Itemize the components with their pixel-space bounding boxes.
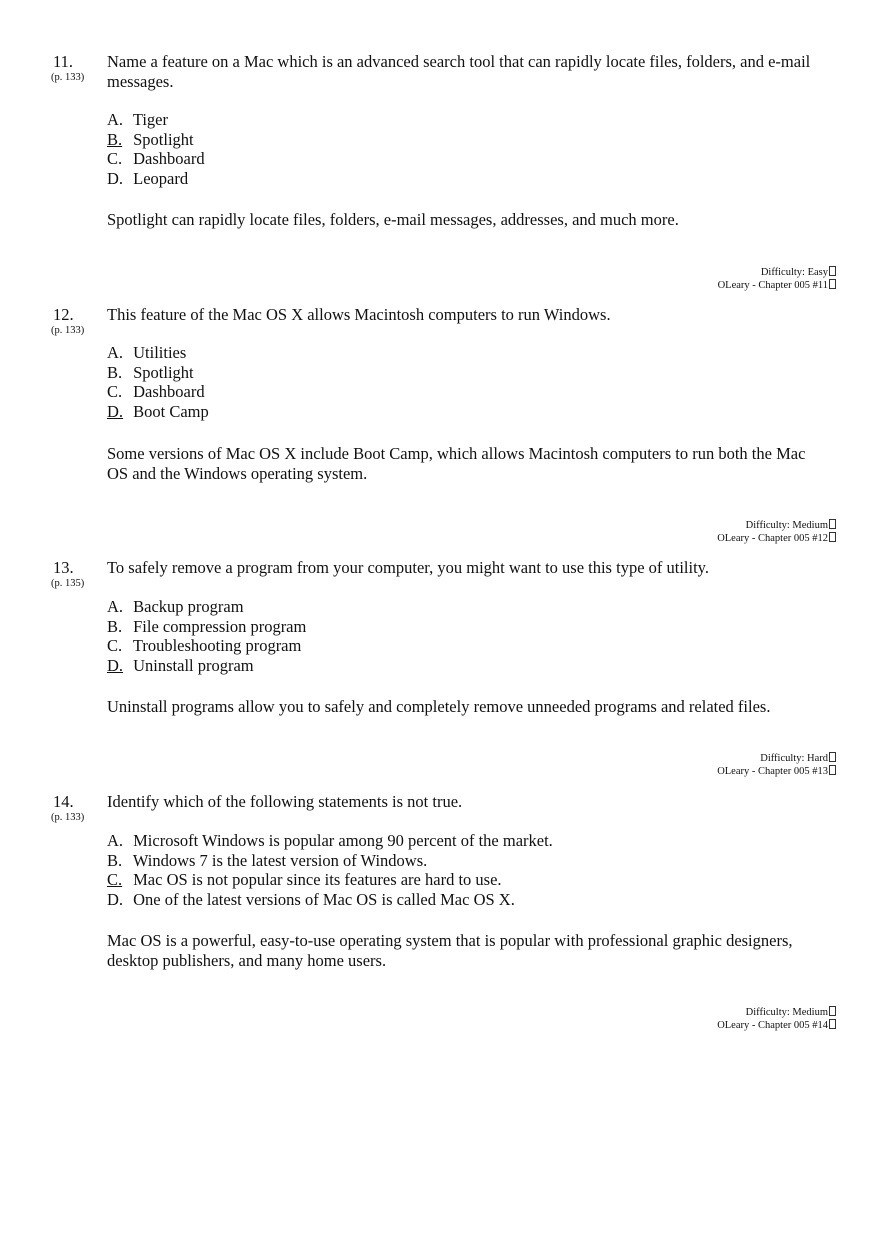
- option-letter: A.: [107, 110, 124, 129]
- question-stem: Name a feature on a Mac which is an advanced search tool that can rapidly locate files, folders, and e-mail messages.: [107, 52, 811, 91]
- question-stem: This feature of the Mac OS X allows Macintosh computers to run Windows.: [107, 305, 611, 324]
- correct-option-letter: D.: [107, 655, 124, 675]
- question-stem: To safely remove a program from your computer, you might want to use this type of utility.: [107, 558, 709, 577]
- option-b: [107, 130, 822, 150]
- question-meta: [717, 752, 836, 778]
- option-b: [107, 617, 822, 637]
- difficulty: Difficulty: Easy: [760, 267, 828, 278]
- option-letter: C.: [107, 149, 123, 169]
- page-reference: (p. 135): [51, 578, 85, 589]
- source-reference: OLeary - Chapter 005 #14: [717, 1020, 828, 1031]
- option-text: Microsoft Windows is popular among 90 percent of the market.: [133, 831, 553, 850]
- source-line: [718, 279, 836, 292]
- option-text: Windows 7 is the latest version of Windows.: [132, 850, 428, 870]
- answer-options: [107, 831, 822, 909]
- correct-option-letter: C.: [107, 870, 123, 890]
- placeholder-box-icon: [829, 279, 836, 289]
- explanation: Mac OS is a powerful, easy-to-use operating system that is popular with professional graphic designers, desktop publishers, and many home users.: [107, 931, 793, 970]
- difficulty-line: [717, 752, 836, 765]
- option-text: Spotlight: [133, 129, 194, 149]
- source-line: [717, 532, 836, 545]
- option-d: [107, 169, 822, 189]
- option-a: [107, 110, 822, 130]
- option-a: [107, 831, 822, 851]
- option-letter: B.: [107, 850, 123, 870]
- question-meta: [717, 519, 836, 545]
- option-b: [107, 851, 822, 871]
- answer-options: [107, 110, 822, 188]
- option-b: [107, 363, 822, 383]
- difficulty-line: [718, 266, 836, 279]
- option-text: File compression program: [133, 616, 307, 636]
- difficulty-line: [717, 519, 836, 532]
- option-d: [107, 890, 822, 910]
- option-text: Leopard: [133, 168, 189, 188]
- placeholder-box-icon: [829, 765, 836, 775]
- page-reference: (p. 133): [51, 325, 85, 336]
- page-reference: (p. 133): [51, 72, 85, 83]
- question-number: 13.: [53, 558, 74, 577]
- option-a: [107, 343, 822, 363]
- source-line: [717, 1019, 836, 1032]
- option-letter: A.: [107, 831, 124, 850]
- option-c: [107, 870, 822, 890]
- explanation: Some versions of Mac OS X include Boot Camp, which allows Macintosh computers to run both the Mac OS and the Windows operating system.: [107, 444, 806, 483]
- option-d: [107, 402, 822, 422]
- option-letter: D.: [107, 168, 124, 188]
- option-text: Spotlight: [133, 362, 194, 382]
- source-line: [717, 765, 836, 778]
- answer-options: [107, 597, 822, 675]
- source-reference: OLeary - Chapter 005 #12: [717, 533, 828, 544]
- option-letter: B.: [107, 362, 123, 382]
- difficulty: Difficulty: Medium: [745, 1007, 828, 1018]
- option-letter: A.: [107, 343, 124, 362]
- option-text: Backup program: [133, 597, 244, 616]
- option-text: Utilities: [133, 343, 187, 362]
- difficulty: Difficulty: Medium: [745, 520, 828, 531]
- placeholder-box-icon: [829, 532, 836, 542]
- question-meta: [718, 266, 836, 292]
- placeholder-box-icon: [829, 752, 836, 762]
- source-reference: OLeary - Chapter 005 #11: [717, 280, 828, 291]
- option-c: [107, 149, 822, 169]
- option-text: Dashboard: [133, 382, 205, 402]
- question-number: 12.: [53, 305, 74, 324]
- option-text: Tiger: [132, 110, 168, 129]
- option-text: One of the latest versions of Mac OS is called Mac OS X.: [133, 889, 515, 909]
- option-c: [107, 382, 822, 402]
- option-c: [107, 636, 822, 656]
- correct-option-letter: D.: [107, 401, 124, 421]
- question-number: 11.: [53, 52, 74, 71]
- option-letter: C.: [107, 636, 123, 656]
- difficulty: Difficulty: Hard: [760, 753, 828, 764]
- explanation: Uninstall programs allow you to safely and completely remove unneeded programs and related files.: [107, 697, 771, 716]
- option-d: [107, 656, 822, 676]
- placeholder-box-icon: [829, 1006, 836, 1016]
- option-text: Boot Camp: [133, 401, 209, 421]
- option-letter: B.: [107, 616, 123, 636]
- option-text: Dashboard: [133, 149, 205, 169]
- placeholder-box-icon: [829, 266, 836, 276]
- explanation: Spotlight can rapidly locate files, folders, e-mail messages, addresses, and much more.: [107, 210, 679, 229]
- option-text: Mac OS is not popular since its features are hard to use.: [133, 870, 502, 890]
- difficulty-line: [717, 1006, 836, 1019]
- correct-option-letter: B.: [107, 129, 123, 149]
- answer-options: [107, 343, 822, 421]
- option-letter: C.: [107, 382, 123, 402]
- option-letter: A.: [107, 597, 124, 616]
- question-number: 14.: [53, 792, 74, 811]
- option-a: [107, 597, 822, 617]
- option-text: Troubleshooting program: [132, 636, 302, 656]
- placeholder-box-icon: [829, 519, 836, 529]
- option-letter: D.: [107, 889, 124, 909]
- question-meta: [717, 1006, 836, 1032]
- placeholder-box-icon: [829, 1019, 836, 1029]
- source-reference: OLeary - Chapter 005 #13: [717, 766, 828, 777]
- option-text: Uninstall program: [133, 655, 254, 675]
- question-stem: Identify which of the following statements is not true.: [107, 792, 463, 811]
- page-reference: (p. 133): [51, 812, 85, 823]
